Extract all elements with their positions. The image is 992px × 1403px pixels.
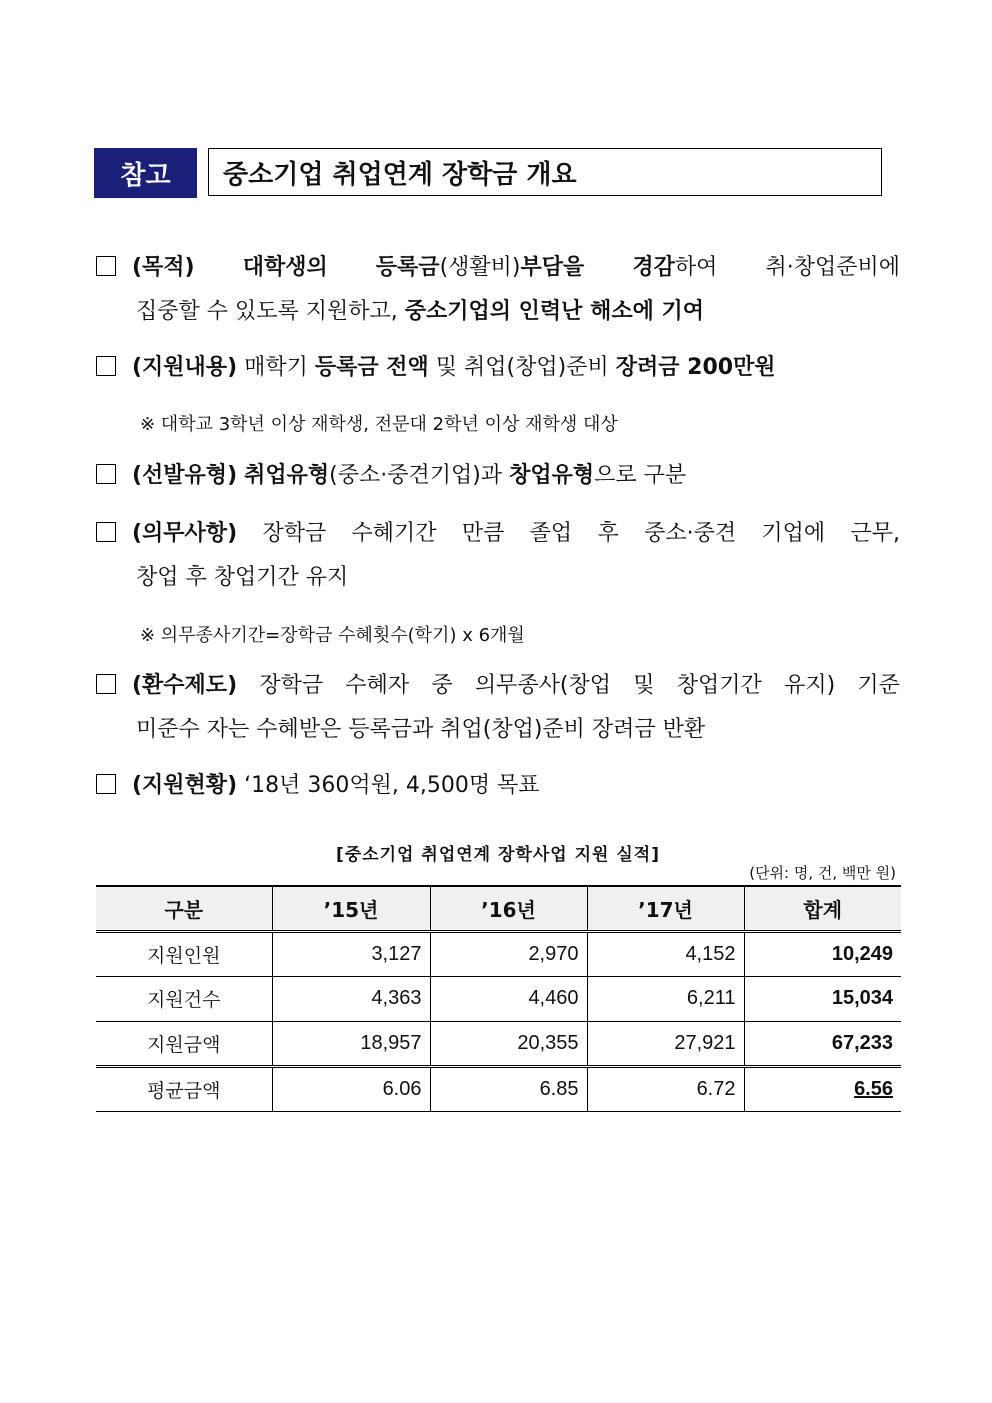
item-heading: (목적) [132,255,195,280]
table-unit: (단위: 명, 건, 백만 원) [749,864,896,882]
header-total: 합계 [744,886,901,931]
checkbox-bullet-icon [96,464,116,484]
row-label: 지원인원 [96,931,272,976]
page-title: 중소기업 취업연계 장학금 개요 [208,148,882,196]
text-word: 기준 [857,673,900,698]
row-label: 지원건수 [96,976,272,1021]
item-status-line [96,764,900,808]
item-heading: (환수제도) [132,673,238,698]
text-span: 중소기업의 인력난 해소에 기여 [404,299,705,324]
text-span: (중소·중견기업)과 [329,463,510,488]
table-row [96,1021,901,1066]
item-heading: (지원내용) [132,355,238,380]
cell-value: 4,460 [430,976,587,1021]
table-row [96,1066,901,1111]
support-results-table [96,885,901,1112]
cell-total: 15,034 [744,976,901,1021]
item-heading: (지원현황) [132,773,238,798]
text-span: 및 취업(창업)준비 [428,355,616,380]
cell-total: 67,233 [744,1021,901,1066]
text-word: 장학금 [262,521,327,546]
text-span: 취업유형 [244,463,330,488]
text-span: 집중할 수 있도록 지원하고, [136,299,398,324]
text-word: 수혜자 [345,673,410,698]
text-word: 창업기간 [676,673,762,698]
note-obligation-period: ※ 의무종사기간=장학금 수혜횟수(학기) x 6개월 [140,625,525,646]
header-category: 구분 [96,886,272,931]
text-word: 부담을 [520,255,585,280]
item-purpose [96,246,900,334]
text-word: 대학생의 [242,255,328,280]
item-selection-type-line [96,454,900,498]
text-span: ‘18년 360억원, 4,500명 목표 [237,773,540,798]
item-obligation-line2: 창업 후 창업기간 유지 [136,565,349,590]
cell-value: 4,152 [587,931,744,976]
table-header-row [96,886,901,931]
item-recovery-line1 [96,664,900,708]
table-caption: [중소기업 취업연계 장학사업 지원 실적] [336,845,660,865]
text-word: 장학금 [259,673,324,698]
item-heading: (선발유형) [132,463,238,488]
note-eligibility: ※ 대학교 3학년 이상 재학생, 전문대 2학년 이상 재학생 대상 [140,414,618,435]
text-word: 및 [633,673,655,698]
header-2015: ’15년 [272,886,430,931]
text-word: 중 [431,673,453,698]
item-recovery [96,664,900,752]
cell-total [744,1066,901,1111]
cell-value: 6.72 [587,1066,744,1111]
reference-tag: 참고 [94,148,197,198]
text-word: 후 [597,521,619,546]
text-word: 유지) [784,673,836,698]
text-word: 중소·중견 [644,521,737,546]
text-span: 등록금 전액 [314,355,429,380]
cell-value: 4,363 [272,976,430,1021]
row-label: 평균금액 [96,1066,272,1111]
text-span: 매학기 [237,355,315,380]
row-label: 지원금액 [96,1021,272,1066]
cell-value: 20,355 [430,1021,587,1066]
text-word: 졸업 [529,521,573,546]
cell-value: 27,921 [587,1021,744,1066]
checkbox-bullet-icon [96,256,116,276]
text-word: 만큼 [461,521,505,546]
checkbox-bullet-icon [96,674,116,694]
cell-value: 3,127 [272,931,430,976]
text-word: 하여 [674,255,718,280]
text-span: 장려금 200만원 [615,355,776,380]
header-2017: ’17년 [587,886,744,931]
item-obligation [96,512,900,600]
item-purpose-line1 [96,246,900,290]
checkbox-bullet-icon [96,356,116,376]
item-support-content [96,346,900,390]
item-selection-type [96,454,900,498]
item-purpose-line2 [96,290,900,334]
text-word: 등록금 [375,255,440,280]
item-recovery-line2: 미준수 자는 수혜받은 등록금과 취업(창업)준비 장려금 반환 [136,717,706,742]
cell-value: 6.06 [272,1066,430,1111]
item-obligation-line1 [96,512,900,556]
cell-value: 6.85 [430,1066,587,1111]
cell-total-text: 6.56 [854,1077,893,1100]
text-word: 의무종사(창업 [474,673,612,698]
text-word: 기업에 [761,521,826,546]
cell-value: 18,957 [272,1021,430,1066]
cell-value: 6,211 [587,976,744,1021]
item-heading: (의무사항) [132,521,238,546]
cell-value: 2,970 [430,931,587,976]
text-span: 으로 구분 [594,463,687,488]
text-word: 근무, [850,521,900,546]
text-word: 수혜기간 [351,521,437,546]
item-status [96,764,900,808]
checkbox-bullet-icon [96,774,116,794]
text-word: 경감 [632,255,675,280]
table-row [96,976,901,1021]
text-span: 창업유형 [509,463,595,488]
cell-total: 10,249 [744,931,901,976]
header-2016: ’16년 [430,886,587,931]
table-row [96,931,901,976]
checkbox-bullet-icon [96,522,116,542]
text-word: (생활비) [439,255,521,280]
section-header [94,148,884,198]
item-support-content-line [96,346,900,390]
text-word: 취·창업준비에 [765,255,900,280]
